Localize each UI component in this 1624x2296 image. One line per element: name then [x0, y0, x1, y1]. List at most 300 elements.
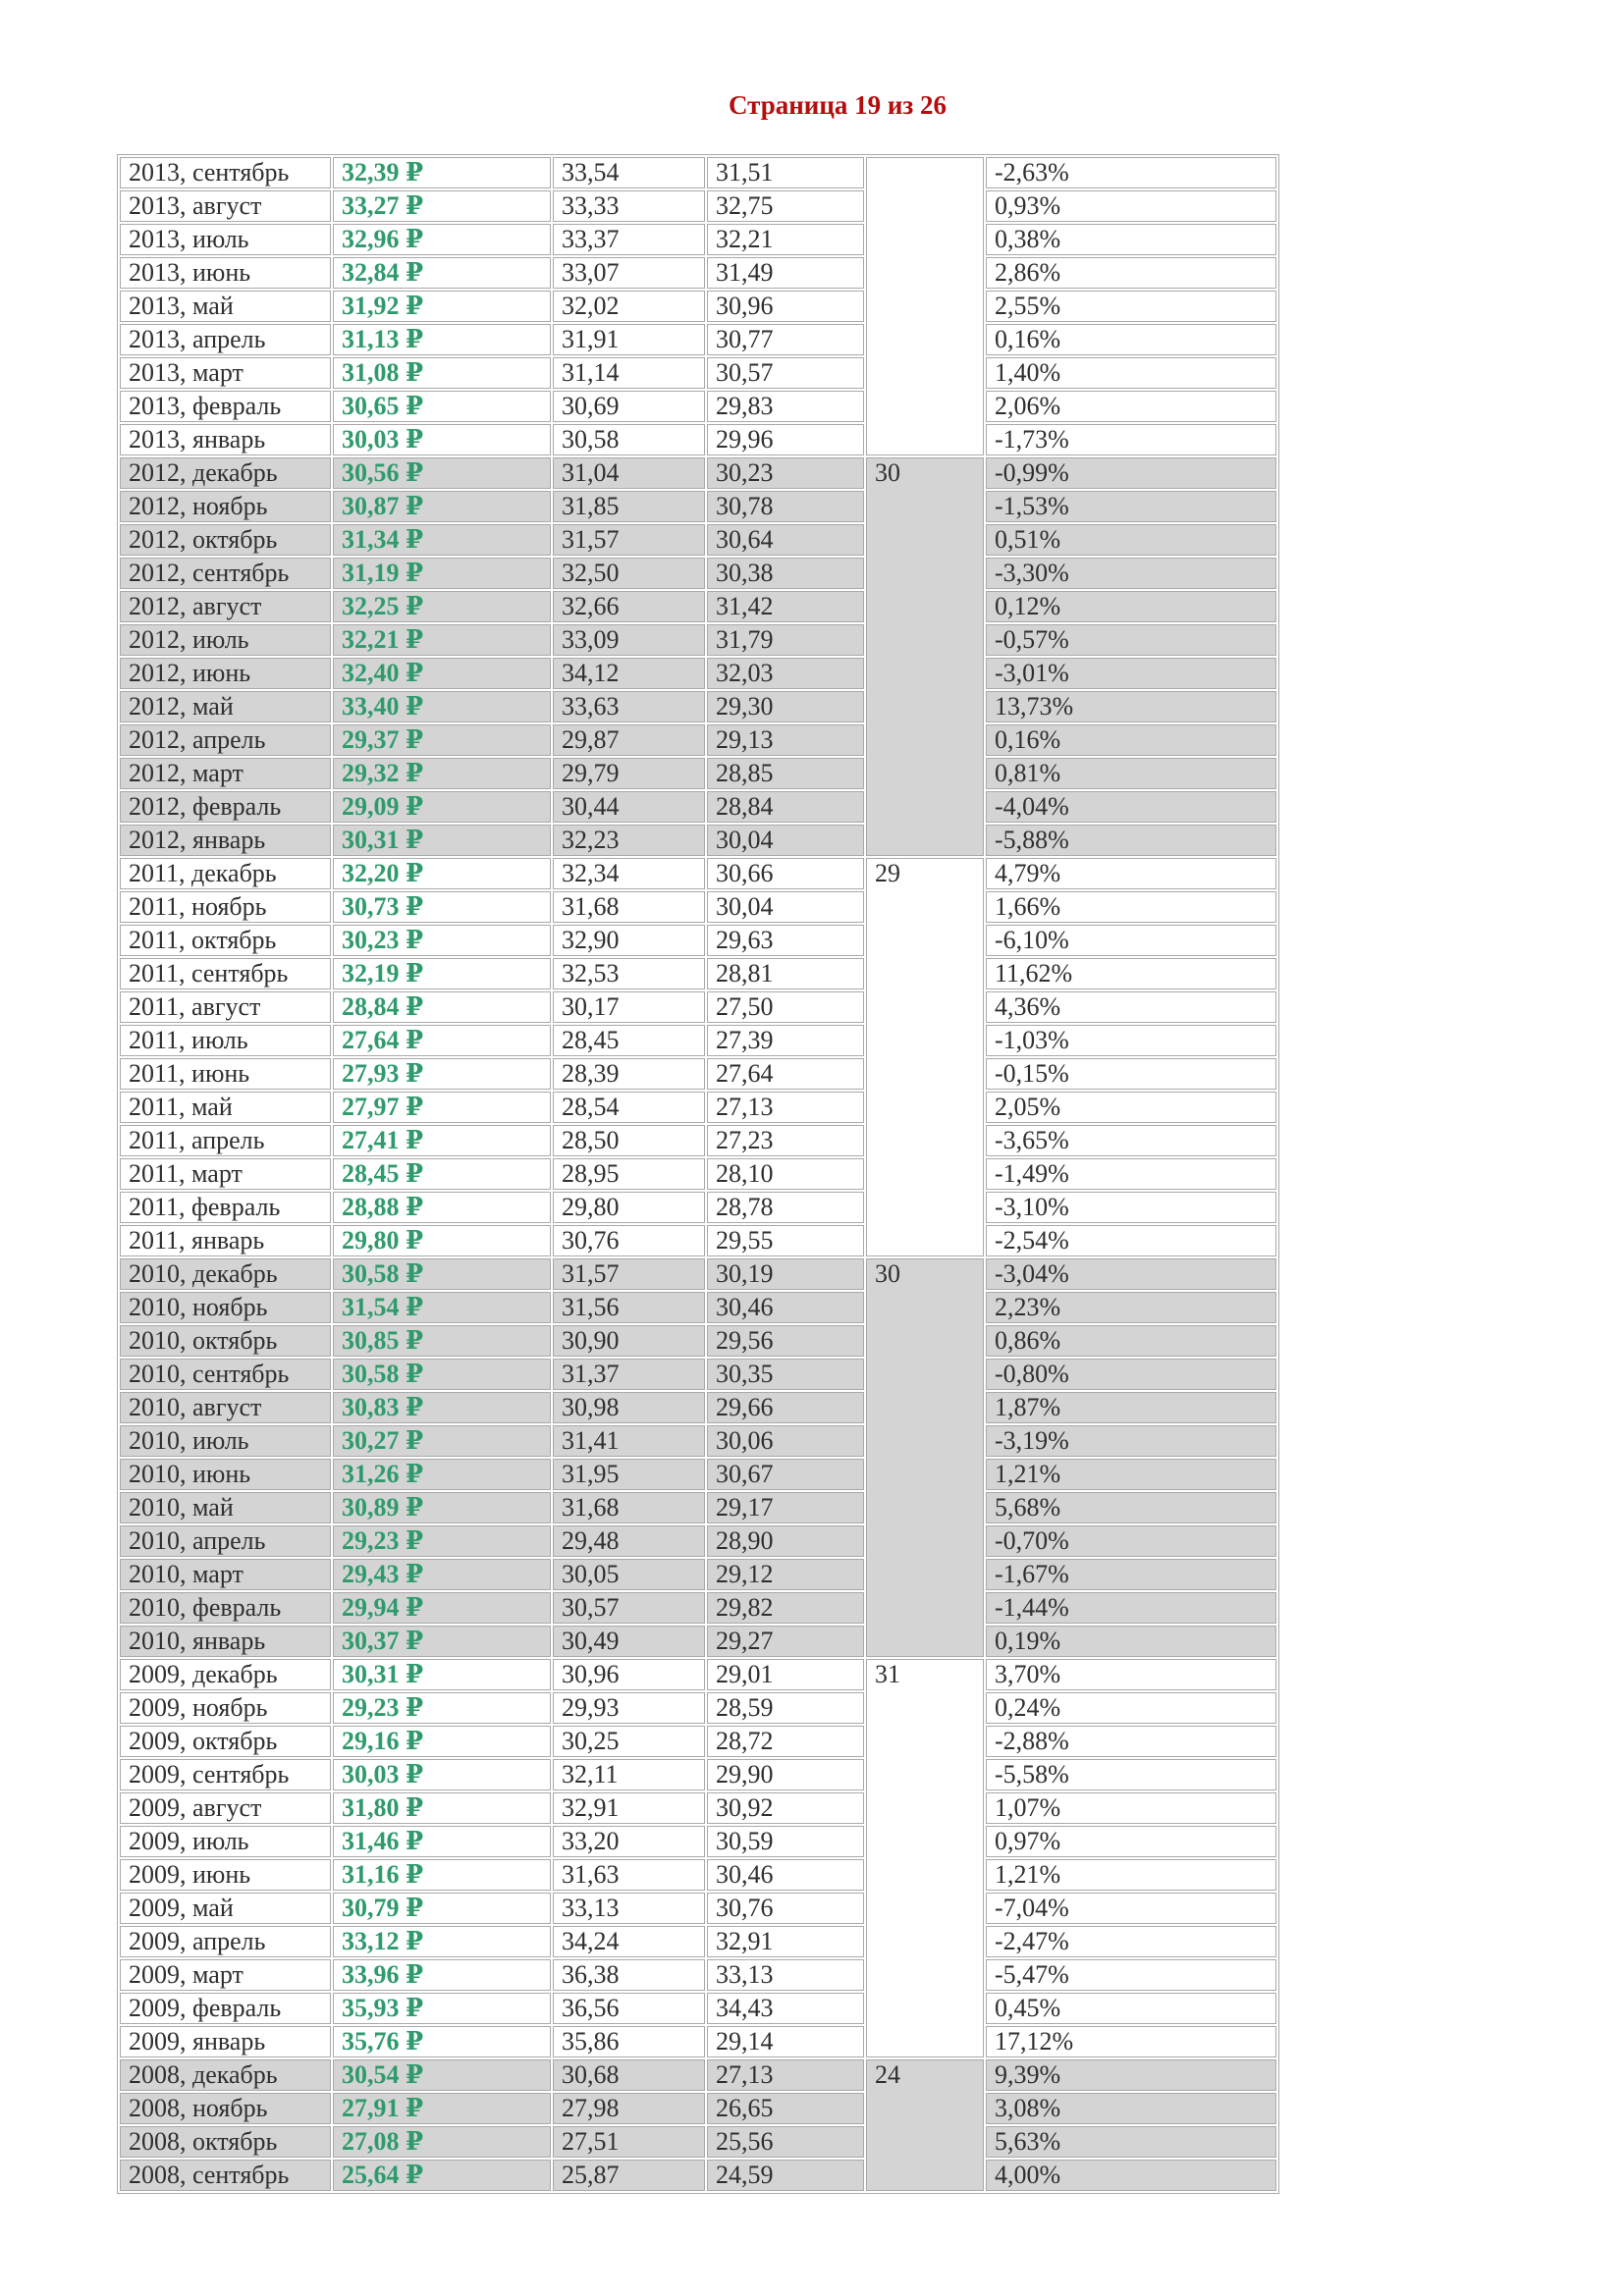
days-cell: 31	[866, 1659, 984, 2057]
high-cell: 28,50	[553, 1125, 705, 1156]
low-cell: 27,23	[707, 1125, 864, 1156]
low-cell: 29,27	[707, 1626, 864, 1657]
low-cell: 29,55	[707, 1225, 864, 1256]
change-cell: 1,21%	[986, 1459, 1276, 1490]
high-cell: 31,85	[553, 491, 705, 522]
low-cell: 30,46	[707, 1859, 864, 1891]
change-cell: -5,47%	[986, 1959, 1276, 1991]
change-cell: -1,67%	[986, 1559, 1276, 1590]
high-cell: 31,14	[553, 357, 705, 389]
rate-cell: 27,64 ₽	[333, 1025, 551, 1056]
period-cell: 2012, август	[120, 591, 331, 622]
change-cell: 2,06%	[986, 391, 1276, 422]
rate-cell: 29,16 ₽	[333, 1726, 551, 1757]
period-cell: 2012, март	[120, 758, 331, 789]
change-cell: 0,19%	[986, 1626, 1276, 1657]
table-row	[120, 190, 1276, 222]
table-row	[120, 1359, 1276, 1390]
period-cell: 2009, июнь	[120, 1859, 331, 1891]
rate-cell: 35,93 ₽	[333, 1993, 551, 2024]
low-cell: 32,03	[707, 658, 864, 689]
rate-cell: 29,94 ₽	[333, 1592, 551, 1624]
low-cell: 29,66	[707, 1392, 864, 1423]
low-cell: 31,49	[707, 257, 864, 289]
high-cell: 25,87	[553, 2160, 705, 2191]
period-cell: 2008, сентябрь	[120, 2160, 331, 2191]
rate-cell: 28,88 ₽	[333, 1192, 551, 1223]
high-cell: 30,49	[553, 1626, 705, 1657]
change-cell: 5,63%	[986, 2126, 1276, 2158]
low-cell: 29,56	[707, 1325, 864, 1357]
change-cell: -1,03%	[986, 1025, 1276, 1056]
days-cell: 30	[866, 1258, 984, 1657]
low-cell: 28,84	[707, 791, 864, 823]
low-cell: 30,64	[707, 524, 864, 556]
period-cell: 2011, октябрь	[120, 925, 331, 956]
period-cell: 2008, октябрь	[120, 2126, 331, 2158]
rate-cell: 30,65 ₽	[333, 391, 551, 422]
low-cell: 28,78	[707, 1192, 864, 1223]
rate-cell: 30,87 ₽	[333, 491, 551, 522]
high-cell: 31,56	[553, 1292, 705, 1323]
low-cell: 26,65	[707, 2093, 864, 2124]
change-cell: -0,57%	[986, 624, 1276, 656]
change-cell: 0,38%	[986, 224, 1276, 255]
period-cell: 2011, июль	[120, 1025, 331, 1056]
period-cell: 2011, январь	[120, 1225, 331, 1256]
low-cell: 28,81	[707, 958, 864, 989]
period-cell: 2011, август	[120, 991, 331, 1023]
low-cell: 27,50	[707, 991, 864, 1023]
change-cell: 1,21%	[986, 1859, 1276, 1891]
low-cell: 27,39	[707, 1025, 864, 1056]
period-cell: 2011, март	[120, 1158, 331, 1190]
table-row	[120, 658, 1276, 689]
high-cell: 29,79	[553, 758, 705, 789]
change-cell: 0,12%	[986, 591, 1276, 622]
days-cell: 29	[866, 858, 984, 1256]
change-cell: -1,44%	[986, 1592, 1276, 1624]
change-cell: 13,73%	[986, 691, 1276, 722]
period-cell: 2012, апрель	[120, 724, 331, 756]
change-cell: 2,05%	[986, 1092, 1276, 1123]
high-cell: 32,11	[553, 1759, 705, 1790]
rate-cell: 29,43 ₽	[333, 1559, 551, 1590]
change-cell: -6,10%	[986, 925, 1276, 956]
period-cell: 2013, апрель	[120, 324, 331, 355]
high-cell: 28,54	[553, 1092, 705, 1123]
high-cell: 32,34	[553, 858, 705, 889]
period-cell: 2009, ноябрь	[120, 1692, 331, 1724]
high-cell: 33,37	[553, 224, 705, 255]
table-row	[120, 1492, 1276, 1523]
period-cell: 2009, июль	[120, 1826, 331, 1857]
table-row	[120, 391, 1276, 422]
table-row	[120, 1158, 1276, 1190]
table-row	[120, 2026, 1276, 2057]
rate-cell: 27,97 ₽	[333, 1092, 551, 1123]
period-cell: 2010, январь	[120, 1626, 331, 1657]
low-cell: 30,23	[707, 457, 864, 489]
change-cell: 3,08%	[986, 2093, 1276, 2124]
rate-cell: 31,46 ₽	[333, 1826, 551, 1857]
period-cell: 2013, май	[120, 291, 331, 322]
change-cell: -3,30%	[986, 558, 1276, 589]
low-cell: 30,67	[707, 1459, 864, 1490]
rate-cell: 30,85 ₽	[333, 1325, 551, 1357]
high-cell: 36,38	[553, 1959, 705, 1991]
period-cell: 2009, август	[120, 1792, 331, 1824]
rate-cell: 32,40 ₽	[333, 658, 551, 689]
table-row	[120, 324, 1276, 355]
change-cell: -1,73%	[986, 424, 1276, 455]
high-cell: 33,13	[553, 1893, 705, 1924]
high-cell: 28,95	[553, 1158, 705, 1190]
table-row	[120, 791, 1276, 823]
rate-cell: 27,41 ₽	[333, 1125, 551, 1156]
table-row	[120, 224, 1276, 255]
page-number-heading: Страница 19 из 26	[728, 90, 947, 120]
table-row	[120, 457, 1276, 489]
change-cell: 5,68%	[986, 1492, 1276, 1523]
low-cell: 32,21	[707, 224, 864, 255]
low-cell: 28,10	[707, 1158, 864, 1190]
low-cell: 30,92	[707, 1792, 864, 1824]
high-cell: 30,90	[553, 1325, 705, 1357]
rate-cell: 31,26 ₽	[333, 1459, 551, 1490]
table-row	[120, 1258, 1276, 1290]
period-cell: 2013, январь	[120, 424, 331, 455]
table-row	[120, 1759, 1276, 1790]
low-cell: 31,42	[707, 591, 864, 622]
change-cell: -3,10%	[986, 1192, 1276, 1223]
period-cell: 2012, январь	[120, 825, 331, 856]
rate-cell: 30,56 ₽	[333, 457, 551, 489]
high-cell: 32,66	[553, 591, 705, 622]
high-cell: 32,90	[553, 925, 705, 956]
period-cell: 2012, февраль	[120, 791, 331, 823]
low-cell: 32,75	[707, 190, 864, 222]
table-row	[120, 1926, 1276, 1957]
period-cell: 2012, декабрь	[120, 457, 331, 489]
period-cell: 2008, ноябрь	[120, 2093, 331, 2124]
period-cell: 2009, апрель	[120, 1926, 331, 1957]
low-cell: 29,13	[707, 724, 864, 756]
table-row	[120, 2093, 1276, 2124]
low-cell: 27,13	[707, 2059, 864, 2091]
rate-cell: 29,09 ₽	[333, 791, 551, 823]
table-row	[120, 1092, 1276, 1123]
period-cell: 2010, сентябрь	[120, 1359, 331, 1390]
rate-cell: 33,96 ₽	[333, 1959, 551, 1991]
change-cell: 0,51%	[986, 524, 1276, 556]
high-cell: 32,91	[553, 1792, 705, 1824]
rate-cell: 27,91 ₽	[333, 2093, 551, 2124]
period-cell: 2010, декабрь	[120, 1258, 331, 1290]
high-cell: 30,98	[553, 1392, 705, 1423]
change-cell: -0,99%	[986, 457, 1276, 489]
rate-cell: 30,31 ₽	[333, 825, 551, 856]
table-row	[120, 825, 1276, 856]
table-row	[120, 1893, 1276, 1924]
table-row	[120, 1225, 1276, 1256]
change-cell: 2,55%	[986, 291, 1276, 322]
table-row	[120, 157, 1276, 188]
high-cell: 32,02	[553, 291, 705, 322]
rate-cell: 28,45 ₽	[333, 1158, 551, 1190]
change-cell: -0,80%	[986, 1359, 1276, 1390]
rate-cell: 32,84 ₽	[333, 257, 551, 289]
high-cell: 32,53	[553, 958, 705, 989]
table-row	[120, 1626, 1276, 1657]
high-cell: 34,24	[553, 1926, 705, 1957]
table-row	[120, 1025, 1276, 1056]
change-cell: 11,62%	[986, 958, 1276, 989]
rates-table-body	[120, 157, 1276, 2191]
table-row	[120, 2160, 1276, 2191]
high-cell: 33,07	[553, 257, 705, 289]
change-cell: -3,04%	[986, 1258, 1276, 1290]
rate-cell: 30,89 ₽	[333, 1492, 551, 1523]
table-row	[120, 1659, 1276, 1690]
period-cell: 2010, июнь	[120, 1459, 331, 1490]
rate-cell: 31,16 ₽	[333, 1859, 551, 1891]
low-cell: 31,79	[707, 624, 864, 656]
table-row	[120, 691, 1276, 722]
low-cell: 28,85	[707, 758, 864, 789]
high-cell: 30,44	[553, 791, 705, 823]
low-cell: 29,63	[707, 925, 864, 956]
table-row	[120, 1959, 1276, 1991]
rate-cell: 31,34 ₽	[333, 524, 551, 556]
table-row	[120, 1292, 1276, 1323]
table-row	[120, 891, 1276, 923]
table-row	[120, 1692, 1276, 1724]
high-cell: 29,93	[553, 1692, 705, 1724]
change-cell: -1,49%	[986, 1158, 1276, 1190]
high-cell: 30,68	[553, 2059, 705, 2091]
period-cell: 2011, июнь	[120, 1058, 331, 1090]
period-cell: 2013, июль	[120, 224, 331, 255]
change-cell: -2,88%	[986, 1726, 1276, 1757]
period-cell: 2011, сентябрь	[120, 958, 331, 989]
change-cell: 1,66%	[986, 891, 1276, 923]
table-row	[120, 558, 1276, 589]
rate-cell: 33,40 ₽	[333, 691, 551, 722]
table-row	[120, 624, 1276, 656]
low-cell: 30,78	[707, 491, 864, 522]
period-cell: 2009, февраль	[120, 1993, 331, 2024]
table-row	[120, 1559, 1276, 1590]
change-cell: 4,00%	[986, 2160, 1276, 2191]
table-row	[120, 1058, 1276, 1090]
rate-cell: 30,54 ₽	[333, 2059, 551, 2091]
rate-cell: 33,12 ₽	[333, 1926, 551, 1957]
rate-cell: 32,39 ₽	[333, 157, 551, 188]
high-cell: 27,98	[553, 2093, 705, 2124]
change-cell: -0,15%	[986, 1058, 1276, 1090]
rate-cell: 29,32 ₽	[333, 758, 551, 789]
table-row	[120, 1192, 1276, 1223]
table-row	[120, 724, 1276, 756]
table-row	[120, 958, 1276, 989]
days-cell: 30	[866, 457, 984, 856]
high-cell: 27,51	[553, 2126, 705, 2158]
table-row	[120, 858, 1276, 889]
change-cell: 0,16%	[986, 724, 1276, 756]
high-cell: 31,57	[553, 1258, 705, 1290]
rate-cell: 30,27 ₽	[333, 1425, 551, 1457]
days-cell: 24	[866, 2059, 984, 2191]
period-cell: 2010, октябрь	[120, 1325, 331, 1357]
high-cell: 31,91	[553, 324, 705, 355]
table-row	[120, 1592, 1276, 1624]
period-cell: 2009, январь	[120, 2026, 331, 2057]
change-cell: -3,19%	[986, 1425, 1276, 1457]
rate-cell: 30,83 ₽	[333, 1392, 551, 1423]
high-cell: 29,80	[553, 1192, 705, 1223]
table-row	[120, 424, 1276, 455]
table-row	[120, 758, 1276, 789]
table-row	[120, 1993, 1276, 2024]
table-row	[120, 1325, 1276, 1357]
high-cell: 33,33	[553, 190, 705, 222]
low-cell: 29,96	[707, 424, 864, 455]
high-cell: 28,45	[553, 1025, 705, 1056]
rate-cell: 33,27 ₽	[333, 190, 551, 222]
high-cell: 30,96	[553, 1659, 705, 1690]
rate-cell: 29,23 ₽	[333, 1525, 551, 1557]
change-cell: 3,70%	[986, 1659, 1276, 1690]
period-cell: 2008, декабрь	[120, 2059, 331, 2091]
rate-cell: 32,21 ₽	[333, 624, 551, 656]
low-cell: 33,13	[707, 1959, 864, 1991]
period-cell: 2011, апрель	[120, 1125, 331, 1156]
rate-cell: 29,23 ₽	[333, 1692, 551, 1724]
low-cell: 27,13	[707, 1092, 864, 1123]
high-cell: 33,63	[553, 691, 705, 722]
rate-cell: 35,76 ₽	[333, 2026, 551, 2057]
rate-cell: 31,92 ₽	[333, 291, 551, 322]
change-cell: 0,16%	[986, 324, 1276, 355]
high-cell: 33,54	[553, 157, 705, 188]
period-cell: 2012, сентябрь	[120, 558, 331, 589]
period-cell: 2009, октябрь	[120, 1726, 331, 1757]
table-row	[120, 1425, 1276, 1457]
change-cell: -3,01%	[986, 658, 1276, 689]
rate-cell: 32,96 ₽	[333, 224, 551, 255]
period-cell: 2009, март	[120, 1959, 331, 1991]
low-cell: 29,83	[707, 391, 864, 422]
rate-cell: 30,37 ₽	[333, 1626, 551, 1657]
high-cell: 30,76	[553, 1225, 705, 1256]
change-cell: -3,65%	[986, 1125, 1276, 1156]
period-cell: 2013, февраль	[120, 391, 331, 422]
change-cell: -1,53%	[986, 491, 1276, 522]
rate-cell: 28,84 ₽	[333, 991, 551, 1023]
rate-cell: 31,13 ₽	[333, 324, 551, 355]
rate-cell: 32,25 ₽	[333, 591, 551, 622]
low-cell: 28,59	[707, 1692, 864, 1724]
high-cell: 28,39	[553, 1058, 705, 1090]
high-cell: 32,50	[553, 558, 705, 589]
high-cell: 30,17	[553, 991, 705, 1023]
high-cell: 31,57	[553, 524, 705, 556]
low-cell: 30,66	[707, 858, 864, 889]
rate-cell: 27,08 ₽	[333, 2126, 551, 2158]
change-cell: -2,47%	[986, 1926, 1276, 1957]
change-cell: -4,04%	[986, 791, 1276, 823]
low-cell: 24,59	[707, 2160, 864, 2191]
low-cell: 30,06	[707, 1425, 864, 1457]
period-cell: 2010, июль	[120, 1425, 331, 1457]
table-row	[120, 524, 1276, 556]
period-cell: 2011, февраль	[120, 1192, 331, 1223]
rate-cell: 31,80 ₽	[333, 1792, 551, 1824]
change-cell: 0,97%	[986, 1826, 1276, 1857]
table-row	[120, 1125, 1276, 1156]
period-cell: 2009, декабрь	[120, 1659, 331, 1690]
rate-cell: 30,79 ₽	[333, 1893, 551, 1924]
table-row	[120, 2126, 1276, 2158]
period-cell: 2010, май	[120, 1492, 331, 1523]
low-cell: 34,43	[707, 1993, 864, 2024]
table-row	[120, 1792, 1276, 1824]
change-cell: 4,36%	[986, 991, 1276, 1023]
high-cell: 30,57	[553, 1592, 705, 1624]
change-cell: 0,93%	[986, 190, 1276, 222]
change-cell: 0,86%	[986, 1325, 1276, 1357]
rate-cell: 27,93 ₽	[333, 1058, 551, 1090]
table-row	[120, 491, 1276, 522]
low-cell: 28,72	[707, 1726, 864, 1757]
change-cell: -2,54%	[986, 1225, 1276, 1256]
period-cell: 2011, май	[120, 1092, 331, 1123]
low-cell: 30,46	[707, 1292, 864, 1323]
low-cell: 29,14	[707, 2026, 864, 2057]
high-cell: 31,04	[553, 457, 705, 489]
low-cell: 30,77	[707, 324, 864, 355]
table-row	[120, 1392, 1276, 1423]
table-row	[120, 1726, 1276, 1757]
days-cell	[866, 157, 984, 455]
rate-cell: 30,73 ₽	[333, 891, 551, 923]
high-cell: 31,41	[553, 1425, 705, 1457]
change-cell: -7,04%	[986, 1893, 1276, 1924]
low-cell: 29,17	[707, 1492, 864, 1523]
rate-cell: 31,08 ₽	[333, 357, 551, 389]
high-cell: 31,68	[553, 891, 705, 923]
low-cell: 25,56	[707, 2126, 864, 2158]
rate-cell: 31,54 ₽	[333, 1292, 551, 1323]
low-cell: 32,91	[707, 1926, 864, 1957]
table-row	[120, 925, 1276, 956]
period-cell: 2013, март	[120, 357, 331, 389]
high-cell: 30,69	[553, 391, 705, 422]
period-cell: 2011, ноябрь	[120, 891, 331, 923]
change-cell: -0,70%	[986, 1525, 1276, 1557]
low-cell: 31,51	[707, 157, 864, 188]
table-row	[120, 257, 1276, 289]
rate-cell: 30,58 ₽	[333, 1359, 551, 1390]
high-cell: 36,56	[553, 1993, 705, 2024]
period-cell: 2010, август	[120, 1392, 331, 1423]
low-cell: 29,12	[707, 1559, 864, 1590]
change-cell: 0,24%	[986, 1692, 1276, 1724]
period-cell: 2013, август	[120, 190, 331, 222]
low-cell: 30,35	[707, 1359, 864, 1390]
period-cell: 2009, сентябрь	[120, 1759, 331, 1790]
